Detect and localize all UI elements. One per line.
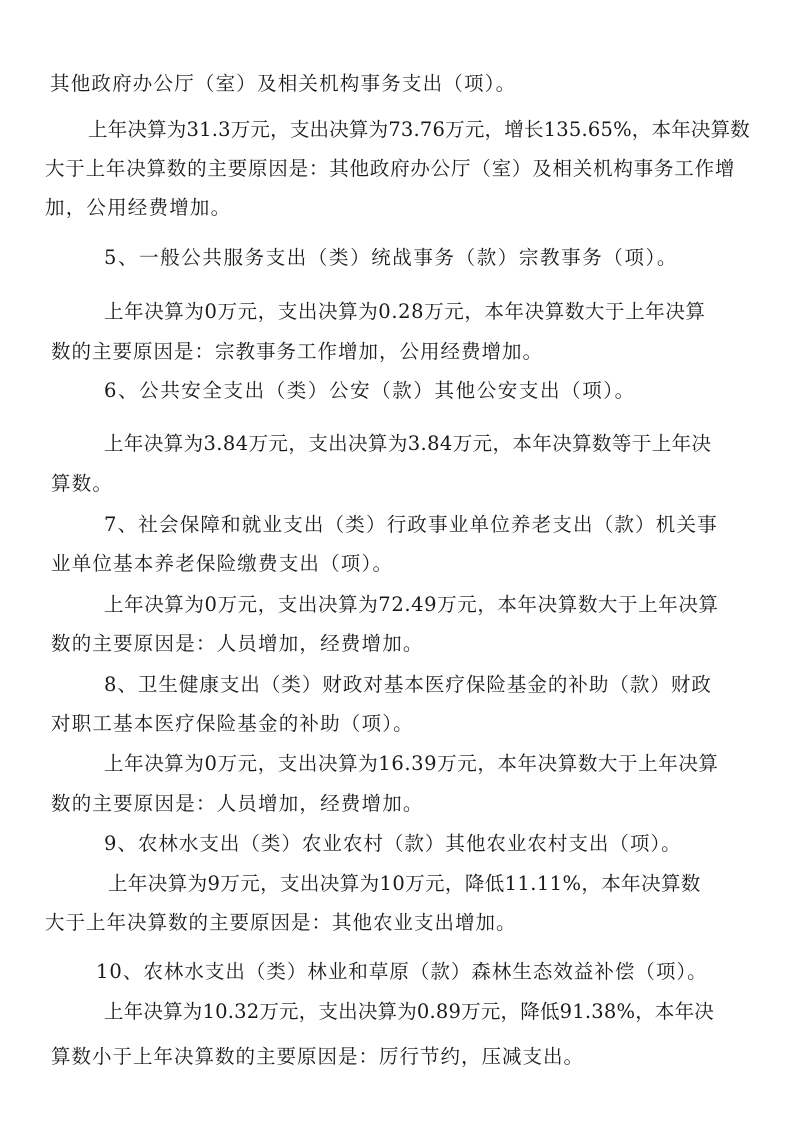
paragraph-line: 数的主要原因是：人员增加，经费增加。 <box>51 632 424 655</box>
paragraph-line: 数的主要原因是：人员增加，经费增加。 <box>51 792 424 815</box>
paragraph-line: 大于上年决算数的主要原因是：其他农业支出增加。 <box>45 911 517 934</box>
section-heading: 6、公共安全支出（类）公安（款）其他公安支出（项）。 <box>104 379 636 402</box>
paragraph-line: 算数。 <box>51 472 114 495</box>
section-heading: 7、社会保障和就业支出（类）行政事业单位养老支出（款）机关事 <box>104 513 718 536</box>
section-heading: 8、卫生健康支出（类）财政对基本医疗保险基金的补助（款）财政 <box>104 673 712 696</box>
section-heading: 5、一般公共服务支出（类）统战事务（款）宗教事务（项）。 <box>104 246 678 269</box>
section-heading: 10、农林水支出（类）林业和草原（款）森林生态效益补偿（项）。 <box>96 960 708 983</box>
paragraph-line: 上年决算为0万元，支出决算为16.39万元，本年决算数大于上年决算 <box>104 752 719 775</box>
paragraph-line: 上年决算为31.3万元，支出决算为73.76万元，增长135.65%，本年决算数 <box>88 118 751 141</box>
paragraph-line: 加，公用经费增加。 <box>45 196 232 219</box>
paragraph-line: 业单位基本养老保险缴费支出（项）。 <box>51 552 394 575</box>
paragraph-line: 上年决算为0万元，支出决算为0.28万元，本年决算数大于上年决算 <box>104 300 706 323</box>
paragraph-line: 其他政府办公厅（室）及相关机构事务支出（项）。 <box>50 72 517 95</box>
paragraph-line: 上年决算为10.32万元，支出决算为0.89万元，降低91.38%，本年决 <box>104 1000 714 1023</box>
paragraph-line: 上年决算为9万元，支出决算为10万元，降低11.11%，本年决算数 <box>108 872 701 895</box>
paragraph-line: 上年决算为0万元，支出决算为72.49万元，本年决算数大于上年决算 <box>104 593 719 616</box>
paragraph-line: 算数小于上年决算数的主要原因是：厉行节约，压减支出。 <box>51 1045 585 1068</box>
section-heading: 9、农林水支出（类）农业农村（款）其他农业农村支出（项）。 <box>104 832 682 855</box>
paragraph-line: 数的主要原因是：宗教事务工作增加，公用经费增加。 <box>51 340 544 363</box>
paragraph-line: 对职工基本医疗保险基金的补助（项）。 <box>51 712 414 735</box>
paragraph-line: 大于上年决算数的主要原因是：其他政府办公厅（室）及相关机构事务工作增 <box>45 157 736 180</box>
paragraph-line: 上年决算为3.84万元，支出决算为3.84万元，本年决算数等于上年决 <box>104 432 712 455</box>
